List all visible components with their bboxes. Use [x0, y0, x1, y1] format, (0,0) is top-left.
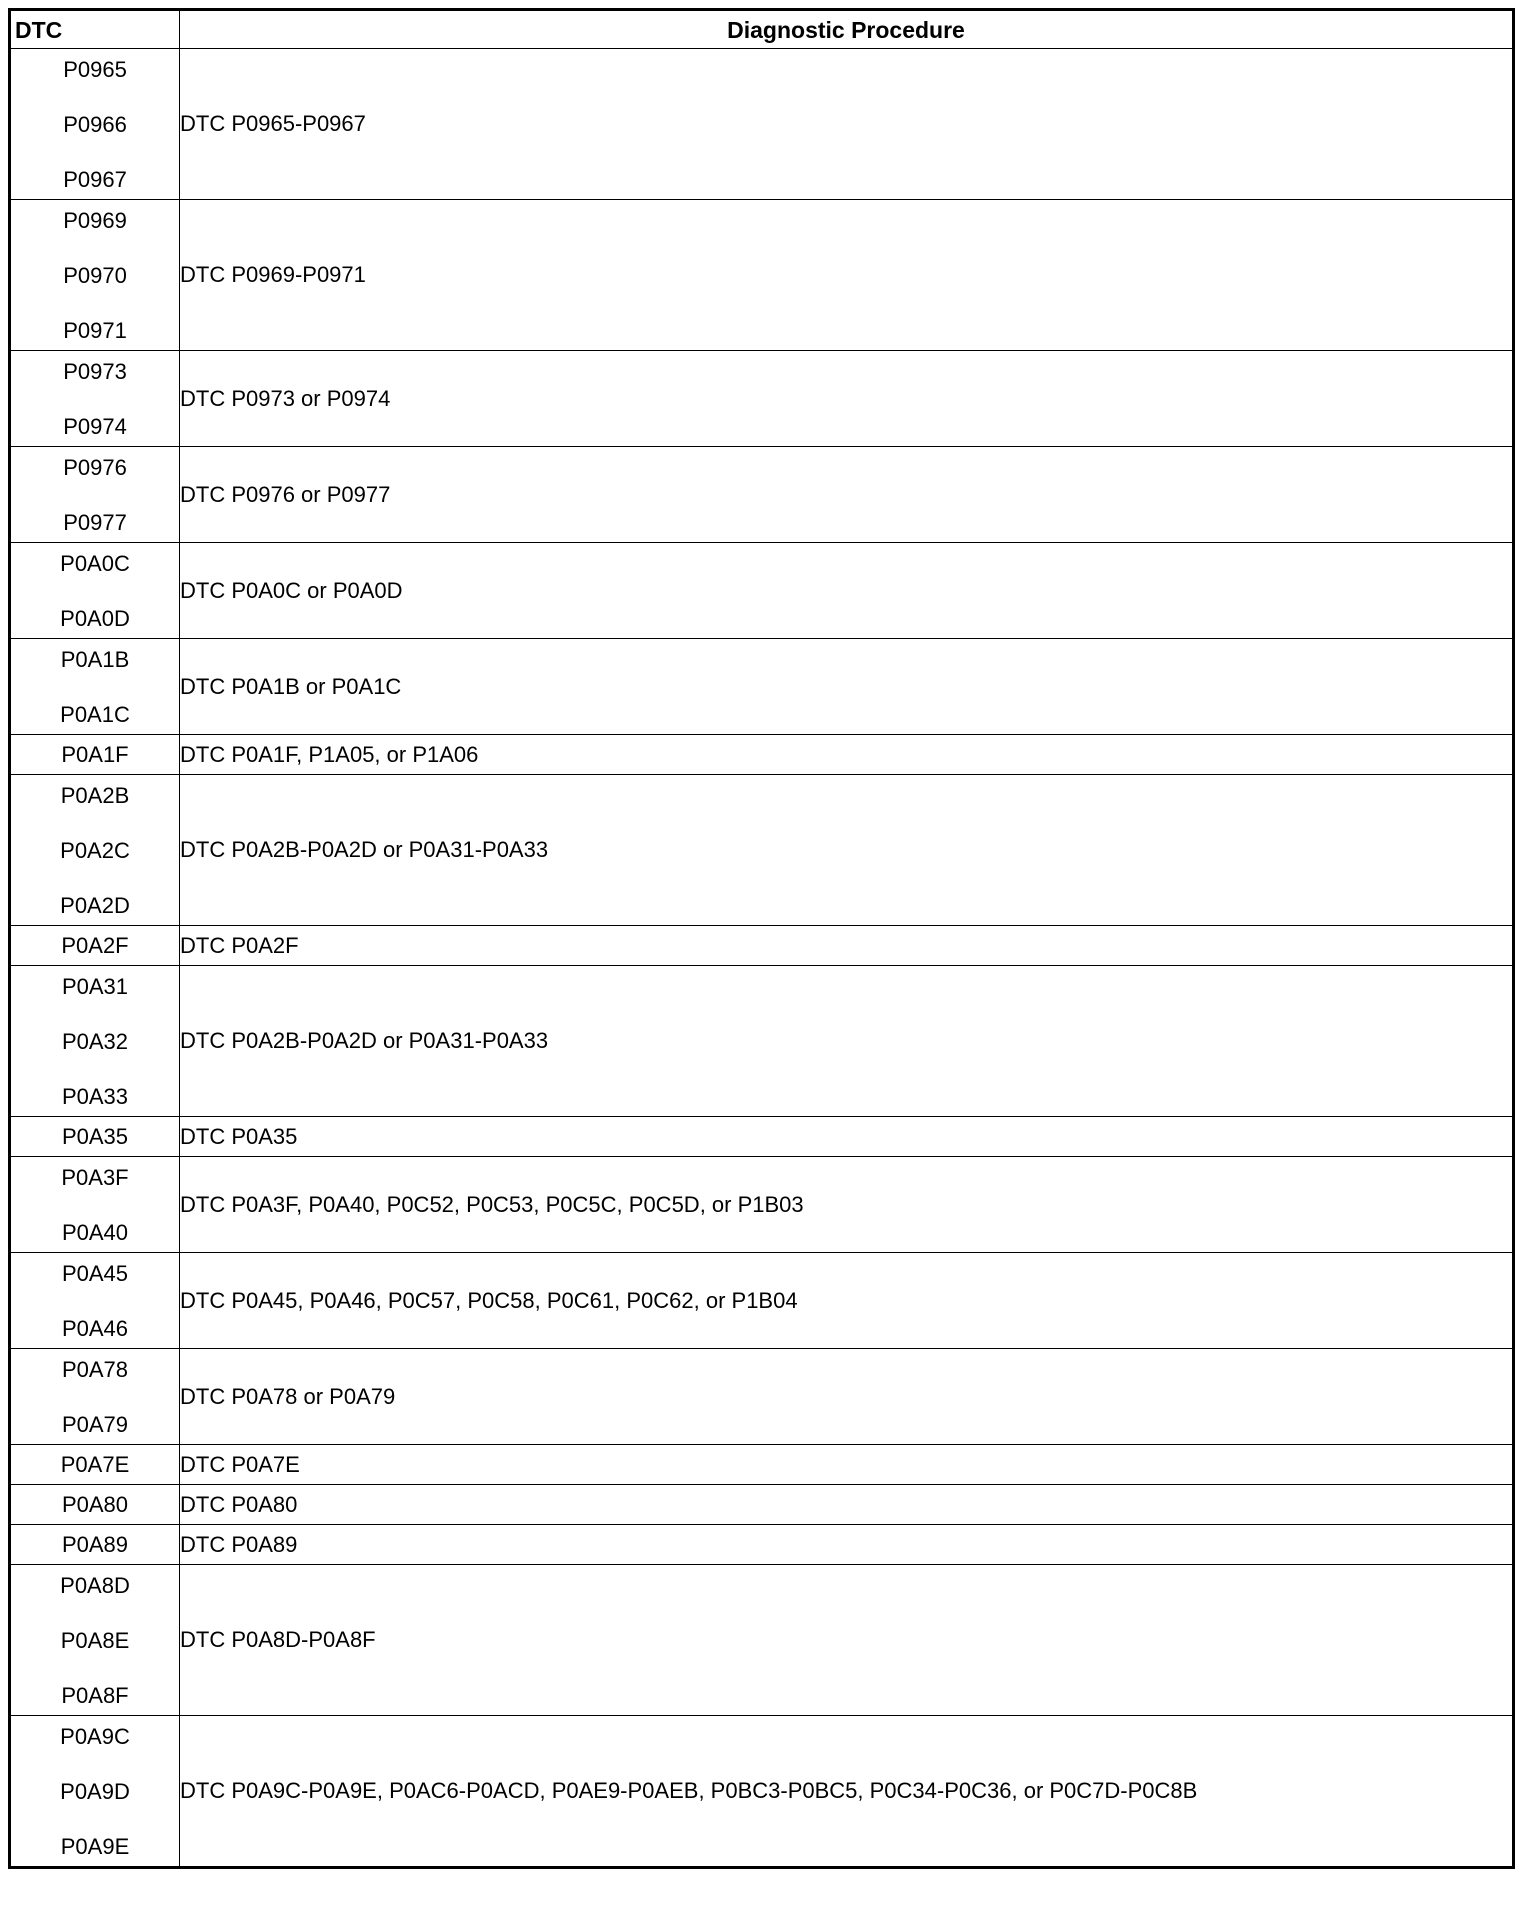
dtc-code: P0A2D: [60, 893, 130, 918]
diagnostic-procedure-cell: DTC P0976 or P0977: [180, 447, 1514, 543]
table-body: [10, 49, 1514, 1868]
dtc-codes-cell: [10, 1445, 180, 1485]
dtc-code: P0967: [63, 167, 127, 192]
diagnostic-procedure-cell: DTC P0A89: [180, 1525, 1514, 1565]
dtc-code: P0A35: [61, 1124, 129, 1149]
dtc-codes-cell: [10, 966, 180, 1117]
dtc-codes-cell: [10, 735, 180, 775]
table-row: [10, 1117, 1514, 1157]
table-row: [10, 49, 1514, 200]
dtc-codes-cell: [10, 1349, 180, 1445]
table-row: [10, 1445, 1514, 1485]
dtc-code: P0A80: [61, 1492, 129, 1517]
dtc-code: P0966: [63, 112, 127, 137]
dtc-codes-cell: [10, 1253, 180, 1349]
dtc-code: P0A33: [61, 1084, 129, 1109]
diagnostic-procedure-cell: DTC P0A80: [180, 1485, 1514, 1525]
table-row: [10, 1349, 1514, 1445]
diagnostic-procedure-cell: DTC P0A2F: [180, 926, 1514, 966]
diagnostic-procedure-cell: DTC P0969-P0971: [180, 200, 1514, 351]
dtc-code: P0A32: [61, 1029, 129, 1054]
table-header-row: [10, 10, 1514, 49]
diagnostic-procedure-cell: DTC P0A1F, P1A05, or P1A06: [180, 735, 1514, 775]
dtc-code: P0A78: [61, 1357, 129, 1382]
dtc-code: P0A0C: [60, 551, 130, 576]
table-row: [10, 775, 1514, 926]
table-row: [10, 1525, 1514, 1565]
dtc-code: P0970: [63, 263, 127, 288]
diagnostic-procedure-cell: DTC P0A7E: [180, 1445, 1514, 1485]
dtc-codes-cell: [10, 639, 180, 735]
dtc-code: P0974: [63, 414, 127, 439]
diagnostic-procedure-cell: DTC P0A3F, P0A40, P0C52, P0C53, P0C5C, P0C5D, or P1B03: [180, 1157, 1514, 1253]
dtc-code: P0A9D: [60, 1779, 130, 1804]
diagnostic-procedure-cell: DTC P0A1B or P0A1C: [180, 639, 1514, 735]
dtc-code: P0976: [63, 455, 127, 480]
dtc-codes-cell: [10, 200, 180, 351]
table-row: [10, 1253, 1514, 1349]
dtc-code: P0A8E: [60, 1628, 130, 1653]
diagnostic-procedure-cell: DTC P0A78 or P0A79: [180, 1349, 1514, 1445]
dtc-column-header: DTC: [10, 10, 180, 49]
dtc-codes-cell: [10, 447, 180, 543]
dtc-code: P0A40: [61, 1220, 129, 1245]
table-row: [10, 639, 1514, 735]
dtc-codes-cell: [10, 926, 180, 966]
dtc-code: P0A9E: [60, 1834, 130, 1859]
diagnostic-procedure-cell: DTC P0A35: [180, 1117, 1514, 1157]
dtc-code: P0A1F: [61, 742, 129, 767]
dtc-code: P0977: [63, 510, 127, 535]
dtc-code: P0A9C: [60, 1724, 130, 1749]
diagnostic-procedure-cell: DTC P0973 or P0974: [180, 351, 1514, 447]
dtc-code: P0A1B: [60, 647, 130, 672]
table-row: [10, 926, 1514, 966]
dtc-code: P0A31: [61, 974, 129, 999]
diagnostic-procedure-cell: DTC P0A0C or P0A0D: [180, 543, 1514, 639]
dtc-codes-cell: [10, 1117, 180, 1157]
dtc-code: P0A2B: [60, 783, 130, 808]
dtc-code: P0A46: [61, 1316, 129, 1341]
dtc-code: P0A2C: [60, 838, 130, 863]
diagnostic-procedure-cell: DTC P0A45, P0A46, P0C57, P0C58, P0C61, P0C62, or P1B04: [180, 1253, 1514, 1349]
table-row: [10, 1565, 1514, 1716]
dtc-codes-cell: [10, 543, 180, 639]
table-row: [10, 351, 1514, 447]
table-row: [10, 966, 1514, 1117]
diagnostic-procedure-cell: DTC P0A2B-P0A2D or P0A31-P0A33: [180, 966, 1514, 1117]
dtc-codes-cell: [10, 1716, 180, 1868]
dtc-code: P0969: [63, 208, 127, 233]
dtc-code: P0A8D: [60, 1573, 130, 1598]
dtc-code: P0A2F: [61, 933, 129, 958]
table-row: [10, 1485, 1514, 1525]
dtc-code: P0965: [63, 57, 127, 82]
diagnostic-procedure-cell: DTC P0965-P0967: [180, 49, 1514, 200]
table-row: [10, 200, 1514, 351]
dtc-codes-cell: [10, 1485, 180, 1525]
diagnostic-procedure-cell: DTC P0A8D-P0A8F: [180, 1565, 1514, 1716]
dtc-codes-cell: [10, 351, 180, 447]
dtc-code: P0971: [63, 318, 127, 343]
dtc-code: P0A3F: [61, 1165, 129, 1190]
table-row: [10, 1157, 1514, 1253]
dtc-code: P0973: [63, 359, 127, 384]
procedure-column-header: Diagnostic Procedure: [180, 10, 1514, 49]
dtc-code: P0A89: [61, 1532, 129, 1557]
dtc-codes-cell: [10, 775, 180, 926]
dtc-codes-cell: [10, 1565, 180, 1716]
diagnostic-procedure-cell: DTC P0A9C-P0A9E, P0AC6-P0ACD, P0AE9-P0AEB, P0BC3-P0BC5, P0C34-P0C36, or P0C7D-P0C8B: [180, 1716, 1514, 1868]
dtc-code: P0A8F: [61, 1683, 129, 1708]
dtc-table: [8, 8, 1515, 1869]
dtc-code: P0A45: [61, 1261, 129, 1286]
dtc-code: P0A1C: [60, 702, 130, 727]
dtc-code: P0A7E: [60, 1452, 130, 1477]
table-row: [10, 735, 1514, 775]
dtc-code: P0A79: [61, 1412, 129, 1437]
dtc-code: P0A0D: [60, 606, 130, 631]
table-row: [10, 447, 1514, 543]
table-row: [10, 1716, 1514, 1868]
dtc-codes-cell: [10, 1525, 180, 1565]
table-row: [10, 543, 1514, 639]
dtc-codes-cell: [10, 1157, 180, 1253]
dtc-codes-cell: [10, 49, 180, 200]
diagnostic-procedure-cell: DTC P0A2B-P0A2D or P0A31-P0A33: [180, 775, 1514, 926]
